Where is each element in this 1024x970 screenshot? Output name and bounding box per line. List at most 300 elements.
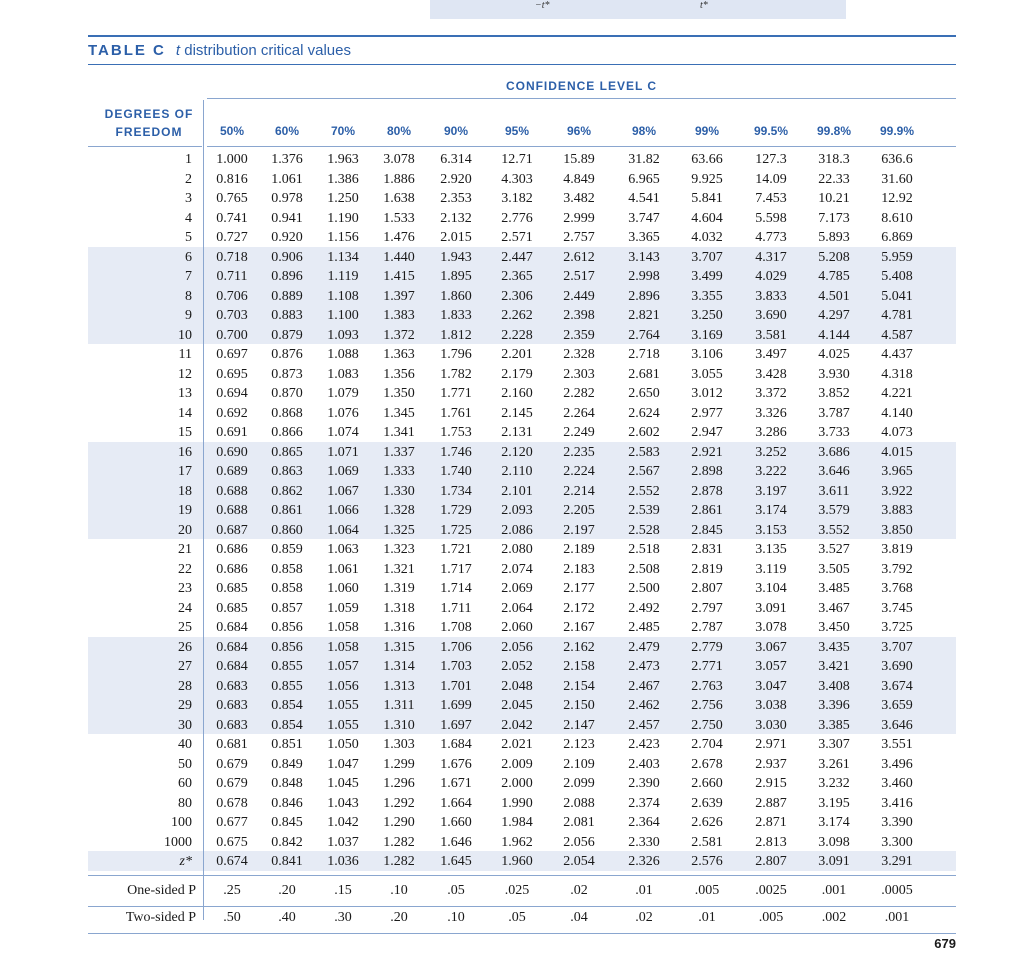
table-cell: 3.047	[755, 678, 787, 694]
table-cell: 12.92	[881, 191, 913, 206]
table-cell: 3.195	[818, 795, 850, 811]
table-cell: 2.088	[563, 795, 595, 811]
table-cell: 1.701	[440, 678, 472, 694]
table-label: TABLE C	[88, 42, 166, 59]
table-cell: 3.153	[755, 522, 787, 538]
table-cell: 1.321	[383, 561, 415, 577]
df-label: 1	[185, 152, 192, 167]
table-cell: 0.694	[216, 386, 248, 401]
table-cell: 1.740	[440, 464, 472, 479]
table-cell: 4.317	[755, 249, 787, 265]
table-cell: 7.173	[818, 210, 850, 226]
table-cell: 3.733	[818, 425, 850, 440]
table-cell: 1.314	[383, 659, 415, 674]
df-label: 21	[178, 542, 192, 557]
table-cell: 3.467	[818, 600, 850, 616]
table-cell: 2.330	[628, 834, 660, 850]
table-cell: 0.889	[271, 288, 303, 304]
table-cell: 2.359	[563, 327, 595, 343]
table-cell: 1.341	[383, 425, 415, 440]
table-cell: 3.135	[755, 542, 787, 557]
p-value-cell: .25	[223, 882, 241, 898]
table-cell: 1.711	[440, 600, 472, 616]
table-cell: 1.318	[383, 600, 415, 616]
table-cell: 1.282	[383, 854, 415, 869]
table-cell: 2.282	[563, 386, 595, 401]
table-cell: 0.883	[271, 308, 303, 323]
df-label: 11	[178, 347, 192, 362]
table-cell: 1.328	[383, 503, 415, 518]
column-header: 99%	[694, 124, 720, 138]
table-cell: 1.316	[383, 620, 415, 635]
table-cell: 0.848	[271, 776, 303, 791]
table-cell: 2.086	[501, 522, 533, 538]
table-cell: 3.091	[755, 600, 787, 616]
table-cell: 3.057	[755, 659, 787, 674]
table-cell: 2.508	[628, 561, 660, 577]
df-label: 10	[178, 327, 192, 343]
df-label: 8	[185, 288, 192, 304]
table-cell: 2.224	[563, 464, 595, 479]
table-cell: 3.768	[881, 581, 913, 596]
table-cell: 1.071	[327, 444, 359, 460]
df-label: 28	[178, 678, 192, 694]
footer-rule	[88, 875, 956, 876]
table-cell: 2.145	[501, 405, 533, 421]
table-cell: 1.055	[327, 698, 359, 713]
table-cell: 3.067	[755, 639, 787, 655]
table-cell: 2.326	[628, 854, 660, 869]
table-cell: 2.374	[628, 795, 660, 811]
p-value-cell: .025	[504, 882, 530, 898]
table-cell: 2.704	[691, 737, 723, 752]
table-cell: 1.058	[327, 620, 359, 635]
table-cell: 3.078	[383, 152, 415, 167]
column-header: 99.8%	[816, 124, 852, 138]
table-cell: 0.873	[271, 366, 303, 382]
table-cell: 2.797	[691, 600, 723, 616]
table-cell: 0.856	[271, 620, 303, 635]
table-cell: 0.868	[271, 405, 303, 421]
table-cell: 2.167	[563, 620, 595, 635]
table-cell: 1.714	[440, 581, 472, 596]
table-cell: 0.978	[271, 191, 303, 206]
table-cell: 0.851	[271, 737, 303, 752]
table-cell: 2.915	[755, 776, 787, 791]
table-cell: 2.042	[501, 717, 533, 733]
df-label: 60	[178, 776, 192, 791]
table-cell: 6.314	[440, 152, 472, 167]
table-cell: 127.3	[755, 152, 787, 167]
table-cell: 2.160	[501, 386, 533, 401]
table-cell: 2.015	[440, 230, 472, 245]
table-cell: 0.690	[216, 444, 248, 460]
table-cell: 0.684	[216, 620, 248, 635]
table-cell: 2.162	[563, 639, 595, 655]
table-cell: 3.222	[755, 464, 787, 479]
table-cell: 3.646	[818, 464, 850, 479]
table-cell: 2.898	[691, 464, 723, 479]
table-cell: 2.390	[628, 776, 660, 791]
t-symbol: t	[175, 42, 181, 59]
table-cell: 2.183	[563, 561, 595, 577]
table-cell: 0.686	[216, 561, 248, 577]
table-cell: 1.079	[327, 386, 359, 401]
pos-t-star-label: t*	[700, 0, 708, 11]
table-cell: 3.883	[881, 503, 913, 518]
table-cell: 1.061	[271, 171, 303, 187]
table-cell: 2.581	[691, 834, 723, 850]
df-label: 29	[178, 698, 192, 713]
dof-header-rule	[88, 146, 202, 147]
df-label: 3	[185, 191, 192, 206]
table-cell: 31.82	[628, 152, 660, 167]
table-cell: 2.214	[563, 483, 595, 499]
title-text: distribution critical values	[180, 42, 351, 59]
table-cell: 1.886	[383, 171, 415, 187]
table-cell: 1.310	[383, 717, 415, 733]
table-cell: 1.943	[440, 249, 472, 265]
table-cell: 2.861	[691, 503, 723, 518]
df-label: 5	[185, 230, 192, 245]
table-cell: 3.174	[755, 503, 787, 518]
table-cell: 5.208	[818, 249, 850, 265]
table-cell: 2.567	[628, 464, 660, 479]
table-cell: 2.249	[563, 425, 595, 440]
table-cell: 1.363	[383, 347, 415, 362]
table-cell: 2.303	[563, 366, 595, 382]
p-value-cell: .50	[223, 909, 241, 925]
table-cell: 5.893	[818, 230, 850, 245]
table-cell: 1.734	[440, 483, 472, 499]
table-cell: 1.337	[383, 444, 415, 460]
table-cell: 2.306	[501, 288, 533, 304]
p-value-cell: .30	[334, 909, 352, 925]
table-cell: 2.177	[563, 581, 595, 596]
table-cell: 1.376	[271, 152, 303, 167]
confidence-rule	[207, 98, 956, 99]
table-cell: 0.857	[271, 600, 303, 616]
table-cell: 3.930	[818, 366, 850, 382]
degrees-of-freedom-header	[96, 105, 202, 141]
table-cell: 0.706	[216, 288, 248, 304]
table-cell: 3.833	[755, 288, 787, 304]
table-cell: 2.353	[440, 191, 472, 206]
table-cell: 0.842	[271, 834, 303, 850]
table-cell: 2.205	[563, 503, 595, 518]
table-cell: 3.485	[818, 581, 850, 596]
table-cell: 0.854	[271, 717, 303, 733]
table-cell: 3.197	[755, 483, 787, 499]
table-cell: 5.408	[881, 269, 913, 284]
table-cell: 2.264	[563, 405, 595, 421]
table-cell: 3.055	[691, 366, 723, 382]
table-cell: 0.860	[271, 522, 303, 538]
table-cell: 2.179	[501, 366, 533, 382]
table-cell: 5.959	[881, 249, 913, 265]
table-cell: 2.457	[628, 717, 660, 733]
table-cell: 5.841	[691, 191, 723, 206]
table-cell: 0.765	[216, 191, 248, 206]
table-cell: 2.787	[691, 620, 723, 635]
table-cell: 3.505	[818, 561, 850, 577]
table-cell: 3.250	[691, 308, 723, 323]
p-value-cell: .40	[278, 909, 296, 925]
table-cell: 4.849	[563, 171, 595, 187]
table-cell: 2.262	[501, 308, 533, 323]
column-header: 96%	[566, 124, 592, 138]
table-cell: 1.699	[440, 698, 472, 713]
table-cell: 2.056	[501, 639, 533, 655]
table-cell: 0.854	[271, 698, 303, 713]
table-cell: 0.677	[216, 815, 248, 830]
table-cell: 2.539	[628, 503, 660, 518]
table-cell: 0.858	[271, 581, 303, 596]
df-label: 4	[185, 210, 192, 226]
table-cell: 4.501	[818, 288, 850, 304]
table-cell: 2.154	[563, 678, 595, 694]
table-cell: 1.350	[383, 386, 415, 401]
table-cell: 1.313	[383, 678, 415, 694]
table-cell: 0.741	[216, 210, 248, 226]
table-cell: 0.683	[216, 698, 248, 713]
table-cell: 2.365	[501, 269, 533, 284]
column-header: 95%	[504, 124, 530, 138]
table-cell: 5.041	[881, 288, 913, 304]
column-header: 99.5%	[753, 124, 789, 138]
table-cell: 1.311	[383, 698, 415, 713]
table-cell: 3.408	[818, 678, 850, 694]
table-cell: 1.067	[327, 483, 359, 499]
table-cell: 2.896	[628, 288, 660, 304]
table-cell: 0.685	[216, 581, 248, 596]
table-cell: 3.747	[628, 210, 660, 226]
table-cell: 2.449	[563, 288, 595, 304]
df-label: 25	[178, 620, 192, 635]
table-cell: 2.045	[501, 698, 533, 713]
table-cell: 2.750	[691, 717, 723, 733]
table-cell: 1.292	[383, 795, 415, 811]
table-cell: 2.132	[440, 210, 472, 226]
column-header: 80%	[386, 124, 412, 138]
table-cell: 3.792	[881, 561, 913, 577]
table-cell: 2.583	[628, 444, 660, 460]
table-cell: 2.807	[755, 854, 787, 869]
table-cell: 1.676	[440, 756, 472, 772]
p-value-cell: .05	[508, 909, 526, 925]
table-cell: 8.610	[881, 210, 913, 226]
table-cell: 4.032	[691, 230, 723, 245]
table-cell: 2.757	[563, 230, 595, 245]
table-cell: 2.150	[563, 698, 595, 713]
table-cell: 3.852	[818, 386, 850, 401]
table-cell: 1.063	[327, 542, 359, 557]
table-cell: 2.054	[563, 854, 595, 869]
table-cell: 4.073	[881, 425, 913, 440]
table-cell: 2.921	[691, 444, 723, 460]
df-label: 20	[178, 522, 192, 538]
table-cell: 3.286	[755, 425, 787, 440]
table-cell: 0.870	[271, 386, 303, 401]
table-cell: 2.064	[501, 600, 533, 616]
table-cell: 3.291	[881, 854, 913, 869]
table-cell: 1.303	[383, 737, 415, 752]
table-cell: 3.707	[691, 249, 723, 265]
table-cell: 2.447	[501, 249, 533, 265]
table-cell: 1.299	[383, 756, 415, 772]
table-cell: 2.093	[501, 503, 533, 518]
table-cell: 3.421	[818, 659, 850, 674]
table-cell: 1.325	[383, 522, 415, 538]
table-cell: 6.965	[628, 171, 660, 187]
table-cell: 1.664	[440, 795, 472, 811]
p-value-cell: .002	[821, 909, 847, 925]
table-cell: 0.859	[271, 542, 303, 557]
table-cell: 2.776	[501, 210, 533, 226]
table-cell: 3.686	[818, 444, 850, 460]
df-label: 2	[185, 171, 192, 187]
table-cell: 2.423	[628, 737, 660, 752]
table-cell: 2.189	[563, 542, 595, 557]
table-cell: 1.717	[440, 561, 472, 577]
table-cell: 1.476	[383, 230, 415, 245]
table-cell: 2.235	[563, 444, 595, 460]
df-label: 14	[178, 405, 192, 421]
table-cell: 1.638	[383, 191, 415, 206]
table-cell: 1.646	[440, 834, 472, 850]
table-cell: 2.403	[628, 756, 660, 772]
table-cell: 2.831	[691, 542, 723, 557]
table-cell: 3.690	[755, 308, 787, 323]
table-cell: 3.496	[881, 756, 913, 772]
table-cell: 1.833	[440, 308, 472, 323]
table-cell: 0.700	[216, 327, 248, 343]
table-cell: 2.937	[755, 756, 787, 772]
table-cell: 1.533	[383, 210, 415, 226]
table-cell: 0.679	[216, 776, 248, 791]
p-value-cell: .15	[334, 882, 352, 898]
table-cell: 2.052	[501, 659, 533, 674]
column-header: 99.9%	[879, 124, 915, 138]
table-cell: 0.876	[271, 347, 303, 362]
table-cell: 3.182	[501, 191, 533, 206]
table-cell: 1.697	[440, 717, 472, 733]
table-cell: 1.134	[327, 249, 359, 265]
p-value-label: One-sided P	[127, 882, 196, 898]
table-cell: 2.813	[755, 834, 787, 850]
table-cell: 0.689	[216, 464, 248, 479]
table-cell: 0.879	[271, 327, 303, 343]
neg-t-star-label: −t*	[535, 0, 550, 11]
table-cell: 0.906	[271, 249, 303, 265]
p-value-label: Two-sided P	[125, 909, 196, 925]
p-value-cell: .02	[570, 882, 588, 898]
table-cell: 2.576	[691, 854, 723, 869]
table-cell: 3.104	[755, 581, 787, 596]
table-cell: 2.779	[691, 639, 723, 655]
table-cell: 2.681	[628, 366, 660, 382]
table-cell: 0.674	[216, 854, 248, 869]
table-cell: 2.819	[691, 561, 723, 577]
table-cell: 1.684	[440, 737, 472, 752]
table-cell: 1.064	[327, 522, 359, 538]
table-cell: 1.315	[383, 639, 415, 655]
table-cell: 1.782	[440, 366, 472, 382]
table-cell: 0.688	[216, 483, 248, 499]
table-cell: 2.624	[628, 405, 660, 421]
table-cell: 1.990	[501, 795, 533, 811]
df-label: 1000	[164, 834, 192, 850]
table-cell: 4.773	[755, 230, 787, 245]
table-cell: 1.708	[440, 620, 472, 635]
table-cell: 0.675	[216, 834, 248, 850]
table-cell: 0.841	[271, 854, 303, 869]
table-cell: 3.038	[755, 698, 787, 713]
table-cell: 1.074	[327, 425, 359, 440]
table-cell: 0.695	[216, 366, 248, 382]
table-cell: 2.492	[628, 600, 660, 616]
table-cell: 3.012	[691, 386, 723, 401]
table-cell: 3.497	[755, 347, 787, 362]
dof-header-line1: DEGREES OF	[104, 107, 194, 121]
p-value-cell: .10	[390, 882, 408, 898]
table-cell: 1.156	[327, 230, 359, 245]
table-cell: 4.781	[881, 308, 913, 323]
table-cell: 2.552	[628, 483, 660, 499]
df-label: 18	[178, 483, 192, 499]
table-cell: 0.691	[216, 425, 248, 440]
df-label: z*	[179, 854, 192, 869]
table-cell: 1.660	[440, 815, 472, 830]
table-cell: 1.059	[327, 600, 359, 616]
table-cell: 3.707	[881, 639, 913, 655]
table-cell: 3.385	[818, 717, 850, 733]
table-cell: 2.080	[501, 542, 533, 557]
distribution-figure-strip	[430, 0, 846, 19]
table-cell: 1.895	[440, 269, 472, 284]
table-cell: 2.364	[628, 815, 660, 830]
table-cell: 12.71	[501, 152, 533, 167]
table-cell: 2.131	[501, 425, 533, 440]
column-header-rule	[207, 146, 956, 147]
table-cell: 1.057	[327, 659, 359, 674]
table-cell: 3.965	[881, 464, 913, 479]
table-cell: 6.869	[881, 230, 913, 245]
table-cell: 2.821	[628, 308, 660, 323]
table-cell: 1.088	[327, 347, 359, 362]
table-cell: 1.083	[327, 366, 359, 382]
table-cell: 1.962	[501, 834, 533, 850]
table-cell: 2.639	[691, 795, 723, 811]
table-cell: 0.920	[271, 230, 303, 245]
df-label: 23	[178, 581, 192, 596]
table-cell: 1.383	[383, 308, 415, 323]
df-label: 24	[178, 600, 192, 616]
table-cell: 0.861	[271, 503, 303, 518]
title-rule	[88, 64, 956, 65]
table-cell: 1.860	[440, 288, 472, 304]
table-cell: 3.579	[818, 503, 850, 518]
table-cell: 1.333	[383, 464, 415, 479]
table-cell: 1.330	[383, 483, 415, 499]
table-cell: 0.684	[216, 659, 248, 674]
confidence-level-header: CONFIDENCE LEVEL C	[505, 79, 658, 93]
p-value-cell: .005	[758, 909, 784, 925]
table-cell: 0.846	[271, 795, 303, 811]
table-cell: 1.984	[501, 815, 533, 830]
table-cell: 3.435	[818, 639, 850, 655]
top-rule	[88, 35, 956, 37]
